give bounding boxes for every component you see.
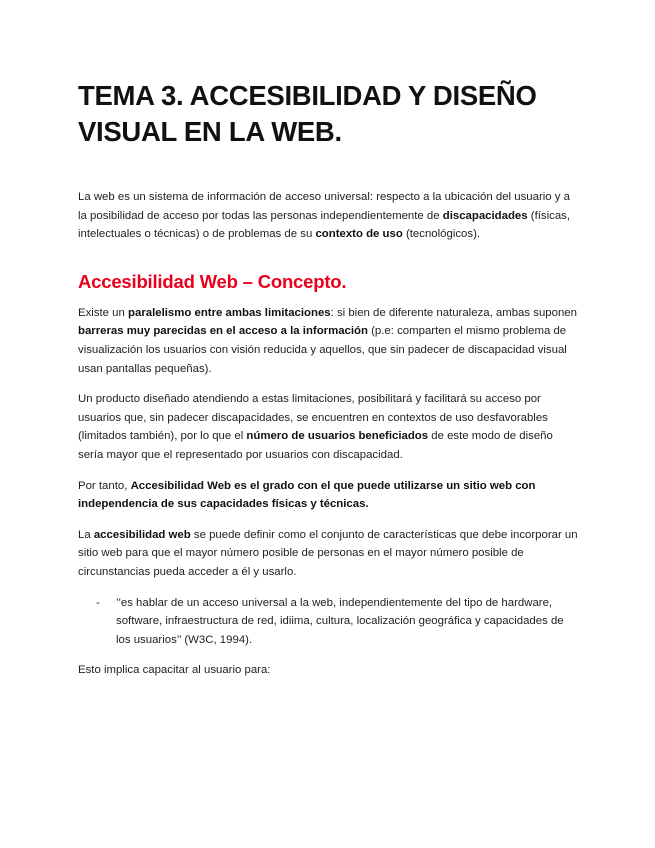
intro-paragraph (78, 188, 578, 244)
p1-text-3: (p.e: comparten el mismo problema de visualización los usuarios con visión reducida y aquellos, que sin padecer de discapacidad visual usan pantallas pequeñas). (78, 325, 567, 375)
quote-list (78, 594, 578, 650)
p3-text-1: Por tanto, (78, 479, 131, 492)
p1-text-1: Existe un (78, 306, 129, 319)
list-item (78, 594, 578, 650)
p2-text-1: Un producto diseñado atendiendo a estas limitaciones, posibilitará y facilitará su acceso por usuarios que, sin padecer discapacidades, se encuentren en contextos de uso desfavorables (limitados también), por lo que el (78, 393, 548, 443)
paragraph-paralelismo (78, 304, 578, 378)
p1-text-2: : si bien de diferente naturaleza, ambas suponen (330, 306, 577, 319)
quote-text: ’’es hablar de un acceso universal a la web, independientemente del tipo de hardware, software, infraestructura de red, idiima, cultura, localización geográfica y capacidades de los usuarios’’ (W3C, 1994). (116, 596, 564, 646)
paragraph-implica: Esto implica capacitar al usuario para: (78, 664, 271, 677)
section-heading: Accesibilidad Web – Concepto. (78, 270, 347, 292)
p4-text-1: La (78, 528, 94, 541)
intro-bold-contexto: contexto de uso (315, 228, 403, 241)
paragraph-accesibilidad-web (78, 526, 578, 582)
intro-bold-discapacidades: discapacidades (442, 209, 528, 222)
p1-bold-1: paralelismo entre ambas limitaciones (128, 306, 331, 319)
document-title (78, 78, 578, 150)
paragraph-producto (78, 390, 578, 464)
intro-text-3: (tecnológicos). (402, 228, 481, 241)
p4-bold-1: accesibilidad web (93, 528, 191, 541)
title-line-1: TEMA 3. ACCESIBILIDAD Y DISEÑO (78, 80, 537, 111)
intro-text-1: La web es un sistema de información de acceso universal: respecto a la ubicación del usuario y a la posibilidad de acceso por todas las personas independientemente de (78, 191, 570, 222)
list-dash-bullet: - (96, 596, 100, 609)
intro-text-2: (físicas, intelectuales o técnicas) o de problemas de su (78, 209, 571, 241)
p3-bold-1: Accesibilidad Web es el grado con el que puede utilizarse un sitio web con independencia de sus capacidades físicas y técnicas. (78, 479, 536, 511)
title-line-2: VISUAL EN LA WEB. (78, 116, 342, 147)
paragraph-definicion (78, 477, 578, 514)
p2-text-2: de este modo de diseño sería mayor que el representado por usuarios con discapacidad. (78, 430, 553, 461)
p4-text-2: se puede definir como el conjunto de características que debe incorporar un sitio web para que el mayor número posible de personas en el mayor número posible de circunstancias pueda acceder a él y usarlo. (78, 528, 578, 578)
p2-bold-1: número de usuarios beneficiados (246, 430, 429, 443)
p1-bold-2: barreras muy parecidas en el acceso a la información (78, 325, 368, 338)
document-page (78, 78, 578, 692)
